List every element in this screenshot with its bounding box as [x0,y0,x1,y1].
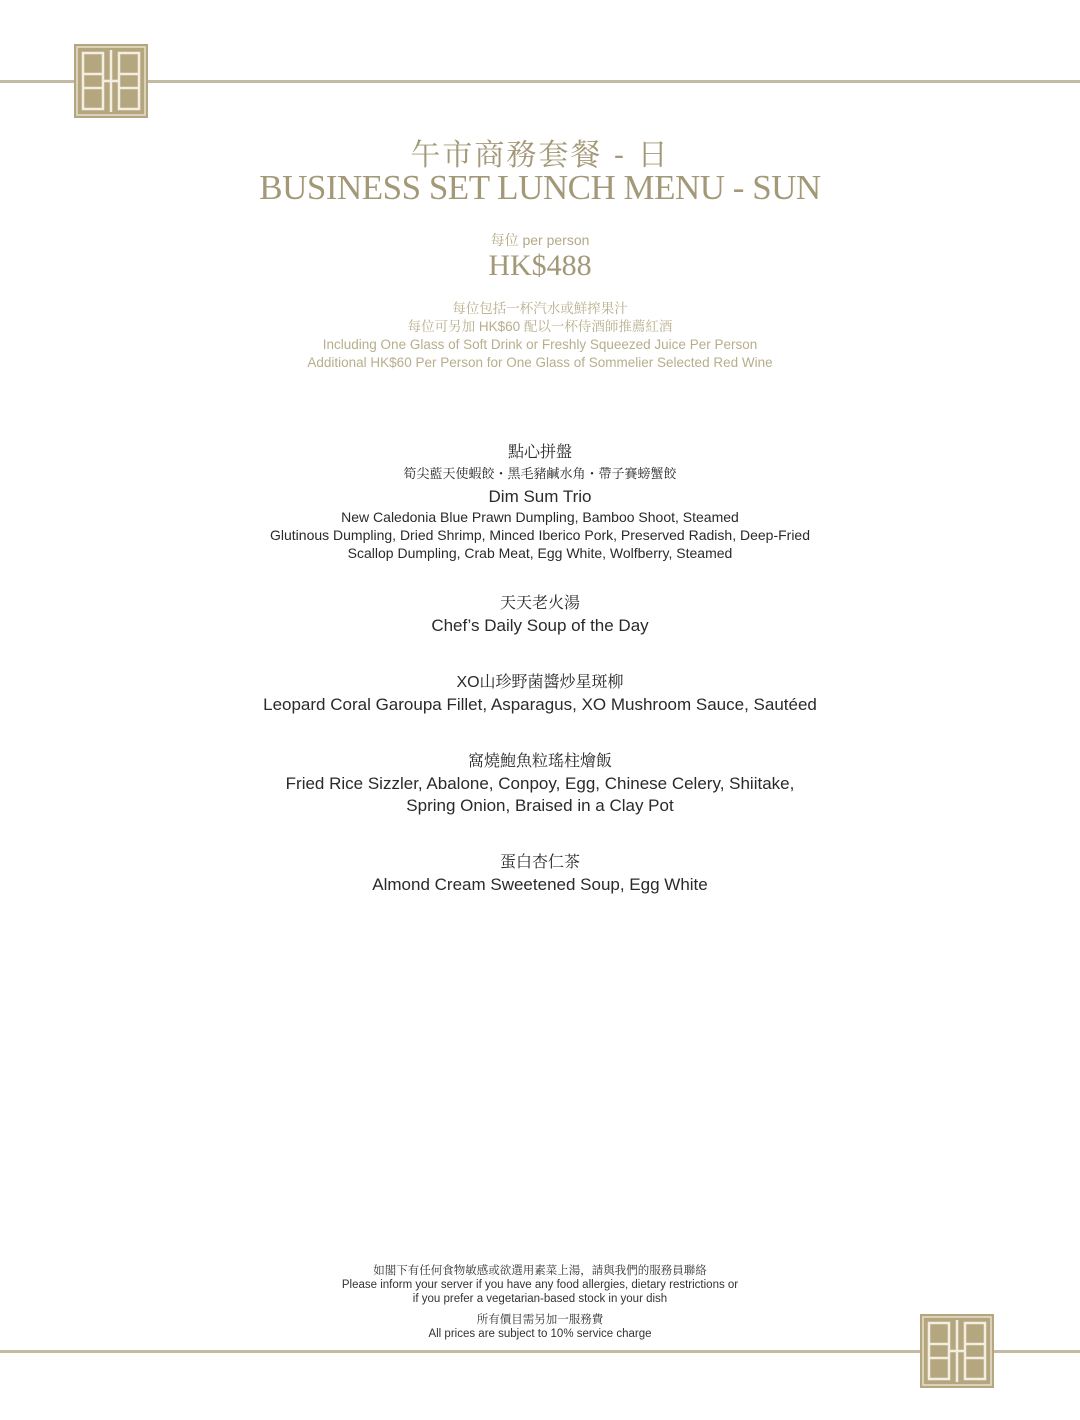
service-charge-english: All prices are subject to 10% service charge [428,1328,652,1340]
course-name-english: Chef’s Daily Soup of the Day [431,616,649,635]
course-dessert [0,852,1080,896]
per-person-label: 每位 per person [490,232,590,248]
course-name-chinese: XO山珍野菌醬炒星斑柳 [456,674,624,691]
course-name-english: Dim Sum Trio [488,487,592,506]
course-name-chinese: 點心拼盤 [507,444,572,461]
bottom-rule [0,1350,1080,1353]
course-soup [0,593,1080,637]
course-name-english: Almond Cream Sweetened Soup, Egg White [372,875,708,894]
menu-title-english: BUSINESS SET LUNCH MENU - SUN [259,168,821,207]
top-rule [0,80,1080,83]
course-name-chinese: 窩燒鮑魚粒瑤柱燴飯 [467,753,612,770]
course-dim-sum [0,442,1080,562]
service-charge-chinese: 所有價目需另加一服務費 [476,1314,604,1326]
course-name-chinese: 天天老火湯 [499,595,580,612]
course-items-chinese: 筍尖藍天使蝦餃・黑毛豬鹹水角・帶子賽螃蟹餃 [403,466,677,481]
course-name-chinese: 蛋白杏仁茶 [499,854,580,871]
course-garoupa [0,672,1080,716]
course-name-english: Leopard Coral Garoupa Fillet, Asparagus, XO Mushroom Sauce, Sautéed [263,695,817,714]
included-drink-notes [0,300,1080,372]
course-name-english-cont: Spring Onion, Braised in a Clay Pot [406,796,674,815]
allergy-english: if you prefer a vegetarian-based stock in your dish [412,1293,668,1305]
allergy-english: Please inform your server if you have any food allergies, dietary restrictions or [341,1279,739,1291]
course-description: New Caledonia Blue Prawn Dumpling, Bamboo Shoot, Steamed [341,509,739,525]
restaurant-logo-top [74,44,148,118]
course-name-english: Fried Rice Sizzler, Abalone, Conpoy, Egg, Chinese Celery, Shiitake, [285,774,795,793]
menu-title-chinese: 午市商務套餐 - 日 [410,138,670,173]
course-description: Scallop Dumpling, Crab Meat, Egg White, Wolfberry, Steamed [347,545,733,561]
note-line: 每位可另加 HK$60 配以一杯侍酒師推薦紅酒 [407,319,673,334]
allergy-chinese: 如閣下有任何食物敏感或欲選用素菜上湯，請與我們的服務員聯絡 [373,1265,707,1277]
course-description: Glutinous Dumpling, Dried Shrimp, Minced Iberico Pork, Preserved Radish, Deep-Fried [270,527,810,543]
note-line: Including One Glass of Soft Drink or Freshly Squeezed Juice Per Person [322,337,758,352]
service-charge-notice [0,1313,1080,1341]
note-line: 每位包括一杯汽水或鮮搾果汁 [452,301,628,316]
allergy-notice [0,1264,1080,1306]
note-line: Additional HK$60 Per Person for One Glass of Sommelier Selected Red Wine [307,355,773,370]
course-fried-rice [0,751,1080,817]
menu-price: HK$488 [488,249,592,282]
